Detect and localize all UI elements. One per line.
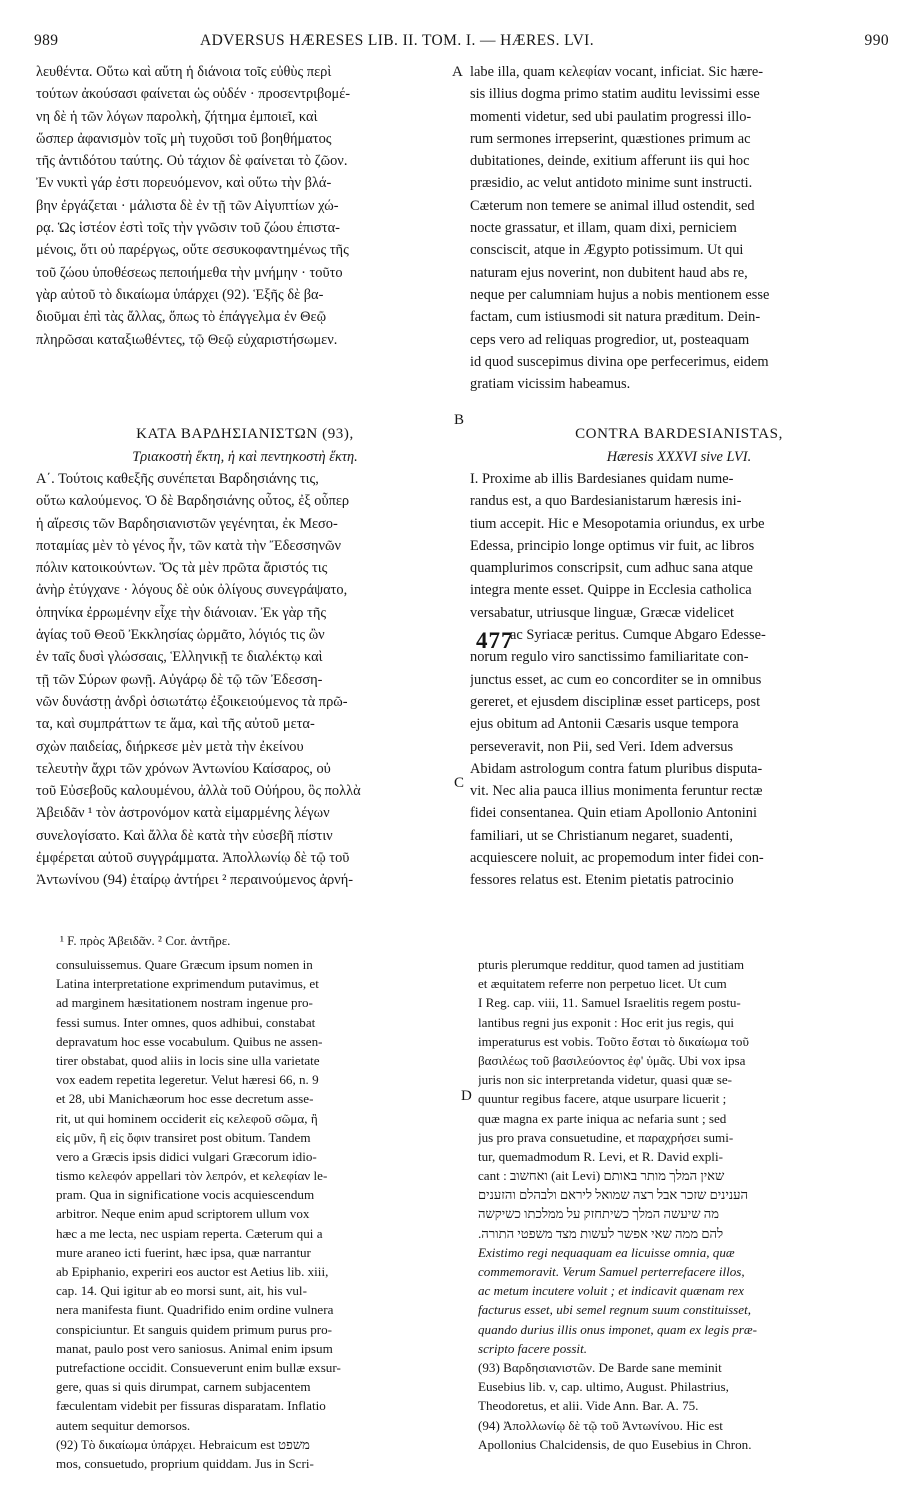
notes-left-column <box>56 955 456 1473</box>
text-line: rum sermones irrepserint, quæstiones primum ac <box>470 130 751 147</box>
margin-marker-a: A <box>452 64 463 80</box>
text-line: ὁπηνίκα ἐρρωμένην εἶχε τὴν διάνοιαν. Ἐκ γὰρ τῆς <box>36 604 327 621</box>
text-line: λευθέντα. Οὕτω καὶ αὕτη ἡ διάνοια τοῖς εὐθὺς περὶ <box>36 64 332 80</box>
text-line: γὰρ αὐτοῦ τὸ δικαίωμα ὑπάρχει (92). Ἑξῆς δὲ βα- <box>36 286 324 303</box>
text-line: naturam ejus noverint, non dubitent haud abs re, <box>470 264 748 281</box>
text-line: labe illa, quam κελεφίαν vocant, inficiat. Sic hære- <box>470 64 764 80</box>
note-line: putrefactione occidit. Consueverunt enim bullæ exsur- <box>56 1359 341 1375</box>
hebrew-line: להם ממה שאי אפשר לעשות מצד משפטי התורה. <box>478 1225 724 1241</box>
note-line: juris non sic interpretanda videtur, quasi quæ se- <box>478 1072 733 1088</box>
text-line: perseveravit, non Pii, sed Veri. Idem adversus <box>470 738 734 755</box>
note-line: Existimo regi nequaquam ea licuisse omnia, quæ <box>478 1244 735 1260</box>
text-line: συνελογίσατο. Καὶ ἄλλα δὲ κατὰ τὴν εὐσεβῆ πίστιν <box>36 827 333 844</box>
note-line: depravatum hoc esse vocabulum. Quibus ne assen- <box>56 1033 323 1049</box>
text-line: acquiescere noluit, ac propemodum inter fidei con- <box>470 850 764 867</box>
text-line: dubitationes, deinde, exitium afferunt iis qui hoc <box>470 153 750 170</box>
note-line: autem sequitur demorsos. <box>56 1417 191 1433</box>
note-line: conspiciuntur. Et sanguis quidem primum purus pro- <box>56 1321 333 1337</box>
text-line: sis illius dogma primo statim auditu levissimi esse <box>470 86 760 103</box>
text-line: τα, καὶ συμπράττων τε ἅμα, καὶ τῆς αὐτοῦ μετα- <box>36 716 315 733</box>
note-line: εἰς μῦν, ἢ εἰς ὄφιν transiret post obitum. Tandem <box>56 1129 311 1145</box>
note-line: arbitror. Neque enim apud scriptorem ullum vox <box>56 1206 310 1222</box>
text-line: Α΄. Τούτοις καθεξῆς συνέπεται Βαρδησιάνης τις, <box>36 471 319 487</box>
text-line: versabatur, utriusque linguæ, Græcæ videlicet <box>470 604 734 621</box>
note-line: ac metum incutere voluit ; et indicavit quænam rex <box>478 1283 744 1299</box>
latin-top-passage <box>470 61 888 395</box>
text-line: momenti videtur, sed ubi paulatim progressi illo- <box>470 108 752 125</box>
text-line: ac Syriacæ peritus. Cumque Abgaro Edesse- <box>510 627 766 644</box>
text-line: ἡ αἵρεσις τῶν Βαρδησιανιστῶν γεγένηται, ἐκ Μεσο- <box>36 515 338 532</box>
note-line: mure araneo icti fuerint, hæc ipsa, quæ narrantur <box>56 1244 311 1260</box>
note-line: facturus esset, ubi semel regnum suum constituisset, <box>478 1302 752 1318</box>
text-line: norum regulo viro sanctissimo familiaritate con- <box>470 649 749 666</box>
text-line: quamplurimos conscripsit, cum adhuc sana atque <box>470 560 753 577</box>
note-line: (93) Βαρδησιανιστῶν. De Barde sane meminit <box>478 1359 722 1375</box>
text-line: Cæterum non temere se animal illud ostendit, sed <box>470 197 755 214</box>
text-line: νη δὲ ἡ τῶν λόγων παρολκὴ, ζήτημα ἐμποιεῖ, καὶ <box>36 108 318 125</box>
note-line: ad marginem hæsitationem nostram ingenue pro- <box>56 995 313 1011</box>
note-line: lantibus regni jus exponit : Hoc erit jus regis, qui <box>478 1014 735 1030</box>
text-line: vit. Nec alia pauca illius monimenta feruntur rectæ <box>470 783 763 800</box>
note-line: vero a Græcis ipsis didici vulgari Græcorum idio- <box>56 1148 317 1164</box>
text-line: id quod suscepimus divina ope perfecerimus, eidem <box>470 353 769 370</box>
note-line: tismo κελεφόν appellari τὸν λεπρόν, et κελεφίαν le- <box>56 1168 328 1184</box>
text-line: nocte grassatur, et illam, quam dixi, perniciem <box>470 220 737 237</box>
text-line: randus est, a quo Bardesianistarum hæresis ini- <box>470 493 742 510</box>
note-line: fæculentam videbit per fissuras disparatam. Inflatio <box>56 1398 326 1414</box>
note-line: Theodoretus, et alii. Vide Ann. Bar. A. 75. <box>478 1398 699 1414</box>
latin-section-subtitle: Hæresis XXXVI sive LVI. <box>606 449 752 465</box>
latin-section-title: CONTRA BARDESIANISTAS, <box>575 426 783 442</box>
text-line: Ἐν νυκτὶ γάρ ἐστι πορευόμενον, καὶ οὕτω τὴν βλά- <box>36 175 332 192</box>
note-line: pram. Qua in significatione vocis acquiescendum <box>56 1187 315 1203</box>
text-line: Abidam astrologum contra fatum pluribus disputa- <box>470 760 763 777</box>
note-line: nera manifesta fiunt. Quadrifido enim ordine vulnera <box>56 1302 334 1318</box>
text-line: gratiam vicissim habeamus. <box>470 376 631 393</box>
note-line: quuntur regibus facere, atque usurpare licuerit ; <box>478 1091 727 1107</box>
notes-right-column <box>478 955 888 1454</box>
note-line: βασιλέως τοῦ βασιλεύοντος ἐφ' ὑμᾶς. Ubi vox ipsa <box>478 1052 746 1068</box>
note-line: Apollonius Chalcidensis, de quo Eusebius in Chron. <box>478 1436 752 1452</box>
text-line: σχὼν παιδείας, διήρκεσε μὲν μετὰ τὴν ἐκείνου <box>36 738 304 755</box>
note-line: hæc a me lecta, nec uspiam reperta. Cæterum qui a <box>56 1225 323 1241</box>
text-line: ρᾳ. Ὡς ἰστέον ἐστὶ τοῖς τὴν γνῶσιν τοῦ ζώου ἐπιστα- <box>36 220 340 237</box>
note-line: (94) Ἀπολλωνίῳ δὲ τῷ τοῦ Ἀντωνίνου. Hic est <box>478 1417 723 1433</box>
text-line: τῇ τῶν Σύρων φωνῇ. Αὐγάρῳ δὲ τῷ τῶν Ἐδεσση- <box>36 671 323 688</box>
text-line: ὥσπερ ἀφανισμὸν τοῖς μὴ τυχοῦσι τοῦ βοηθήματος <box>36 130 332 147</box>
running-header <box>0 32 923 56</box>
note-line: tur, quemadmodum R. Levi, et R. David expli- <box>478 1148 723 1164</box>
note-line: scripto facere possit. <box>478 1340 587 1356</box>
note-line: quæ magna ex parte iniqua ac nefaria sunt ; sed <box>478 1110 727 1126</box>
margin-marker-b: B <box>454 412 465 428</box>
text-line: τοῦ Εὐσεβοῦς καλουμένου, ἀλλὰ τοῦ Οὐήρου, ὃς πολλὰ <box>36 783 361 800</box>
text-line: διοῦμαι ἐπὶ τὰς ἄλλας, ὅπως τὸ ἐπάγγελμα ἐν Θεῷ <box>36 309 327 326</box>
text-line: tium accepit. Hic e Mesopotamia oriundus, ex urbe <box>470 515 765 532</box>
greek-footnote: ¹ F. πρὸς Ἀβειδᾶν. ² Cor. ἀντῆρε. <box>60 933 231 948</box>
text-line: τούτων ἀκούσασι φαίνεται ὡς οὐδέν · προσεντριβομέ- <box>36 86 351 103</box>
text-line: οὕτω καλούμενος. Ὁ δὲ Βαρδησιάνης οὗτος, ἐξ οὗπερ <box>36 493 350 510</box>
note-line: quando durius illis onus imponet, quam ex legis præ- <box>478 1321 757 1337</box>
hebrew-line: מה שיעשה המלך כשיתחזק על ממלכתו כשיקשה <box>478 1206 720 1222</box>
note-line: jus pro prava consuetudine, et παραχρήσει sumi- <box>478 1129 734 1145</box>
text-line: integra mente esset. Quippe in Ecclesia catholica <box>470 582 752 599</box>
note-line: imperaturus est vobis. Τοῦτο ἔσται τὸ δικαίωμα τοῦ <box>478 1033 749 1049</box>
text-line: factam, cum istiusmodi sit natura præditum. Dein- <box>470 309 761 326</box>
text-line: τοῦ ζώου ὑποθέσεως πεποιήμεθα τὴν μνήμην · τοῦτο <box>36 264 343 281</box>
text-line: Edessa, principio longe optimus vir fuit, ac libros <box>470 537 755 554</box>
text-line: τῆς ἀντιδότου ταύτης. Οὐ τάχιον δὲ φαίνεται τὸ ζῶον. <box>36 153 348 170</box>
text-line: νῶν δυνάστῃ ἀνδρὶ ὁσιωτάτῳ ἐξοικειούμενος τὰ πρῶ- <box>36 693 348 710</box>
note-line: consuluissemus. Quare Græcum ipsum nomen in <box>56 957 313 972</box>
text-line: fidei consentanea. Quin etiam Apollonio Antonini <box>470 805 757 822</box>
note-line: cap. 14. Qui igitur ab eo morsi sunt, ait, his vul- <box>56 1283 307 1299</box>
note-line: rit, ut qui hominem occiderit εἰς κελεφοῦ σῶμα, ἢ <box>56 1110 318 1126</box>
page-number-right: 990 <box>864 32 889 49</box>
text-line: μένοις, ὅτι οὐ παρέργως, οὔτε σεσυκοφαντημένως τῆς <box>36 242 349 259</box>
note-line: Latina interpretatione exprimendum putavimus, et <box>56 976 319 992</box>
note-line: fessi sumus. Inter omnes, quos adhibui, constabat <box>56 1014 316 1030</box>
greek-section-subtitle: Τριακοστὴ ἕκτη, ἡ καὶ πεντηκοστὴ ἕκτη. <box>132 449 358 465</box>
text-line: ἀνὴρ ἐτύγχανε · λόγους δὲ οὐκ ὀλίγους συνεγράψατο, <box>36 582 348 599</box>
text-line: πόλιν κατοικούντων. Ὅς τὰ μὲν πρῶτα ἄριστός τις <box>36 560 328 577</box>
page-number-left: 989 <box>34 32 59 49</box>
text-line: ποταμίας μὲν τὸ γένος ἦν, τῶν κατὰ τὴν Ἔδεσσηνῶν <box>36 537 341 554</box>
text-line: πληρῶσαι καταξιωθέντες, τῷ Θεῷ εὐχαριστήσωμεν. <box>36 331 338 348</box>
text-line: junctus esset, ac cum eo concorditer se in omnibus <box>470 671 762 688</box>
text-line: fessores relatus est. Etenim pietatis patrocinio <box>470 872 734 889</box>
note-line: tirer obstabat, quod aliis in locis sine ulla varietate <box>56 1052 320 1068</box>
text-line: ἐμφέρεται αὐτοῦ συγγράμματα. Ἀπολλωνίῳ δὲ τῷ τοῦ <box>36 850 350 867</box>
margin-marker-c: C <box>454 775 465 791</box>
note-line: et æquitatem referre non perpetuo licet. Ut cum <box>478 976 727 992</box>
note-line: pturis plerumque redditur, quod tamen ad justitiam <box>478 957 745 972</box>
inner-page-number: 477 <box>476 628 514 653</box>
note-line: Eusebius lib. v, cap. ultimo, August. Philastrius, <box>478 1379 729 1395</box>
text-line: præsidio, ac velut antidoto minime sunt instructi. <box>470 175 753 192</box>
text-line: ἁγίας τοῦ Θεοῦ Ἐκκλησίας ὡρμᾶτο, λόγιός τις ὢν <box>36 627 325 644</box>
note-line: ab Epiphanio, experiri eos auctor est Aetius lib. xiii, <box>56 1264 329 1279</box>
note-line: manat, paulo post vero saniosus. Animal enim ipsum <box>56 1340 333 1356</box>
greek-section <box>36 423 454 892</box>
note-line: mos, consuetudo, proprium quiddam. Jus in Scri- <box>56 1455 314 1471</box>
text-line: βην ἐργάζεται · μάλιστα δὲ ἐν τῇ τῶν Αἰγυπτίων χώ- <box>36 197 339 214</box>
note-line: cant : ואחשוב (ait Levi) שאין המלך מותר באותם <box>478 1168 725 1184</box>
greek-top-passage <box>36 61 454 351</box>
text-line: ejus obitum ad Antonii Cæsaris usque tempora <box>470 716 739 733</box>
text-line: familiari, ut se Christianum negaret, suadenti, <box>470 827 733 844</box>
note-line: et 28, ubi Manichæorum hoc esse decretum asse- <box>56 1091 314 1107</box>
note-line: vox eadem repetita legeretur. Velut hæresi 66, n. 9 <box>56 1072 319 1088</box>
note-line: gere, quas si quis dirumpat, carnem subjacentem <box>56 1379 311 1395</box>
hebrew-line: הענינים שזכר אבל רצה שמואל ליראם ולבהלם והזענים <box>478 1187 749 1203</box>
text-line: gereret, et ejusdem disciplinæ esset particeps, post <box>470 693 761 710</box>
note-line: (92) Τὸ δικαίωμα ὑπάρχει. Hebraicum est משפט <box>56 1436 310 1452</box>
margin-marker-d: D <box>461 1088 472 1104</box>
note-line: commemoravit. Verum Samuel perterrefacere illos, <box>478 1264 745 1279</box>
text-line: ἐν ταῖς δυσὶ γλώσσαις, Ἑλληνικῇ τε διαλέκτῳ καὶ <box>36 649 323 666</box>
text-line: τελευτὴν ἄχρι τῶν χρόνων Ἀντωνίου Καίσαρος, οὐ <box>36 760 331 777</box>
running-title: ADVERSUS HÆRESES LIB. II. TOM. I. — HÆRES. LVI. <box>200 32 595 49</box>
greek-section-title: ΚΑΤΑ ΒΑΡΔΗΣΙΑΝΙΣΤΩΝ (93), <box>136 426 354 442</box>
latin-section <box>470 423 888 892</box>
text-line: ceps vero ad reliquas progredior, ut, posteaquam <box>470 331 750 348</box>
note-line: I Reg. cap. viii, 11. Samuel Israelitis regem postu- <box>478 995 741 1011</box>
text-line: Ἀβειδᾶν ¹ τὸν ἀστρονόμον κατὰ εἱμαρμένης λέγων <box>36 805 330 822</box>
text-line: consciscit, atque in Ægypto potissimum. Ut qui <box>470 242 744 259</box>
text-line: I. Proxime ab illis Bardesianes quidam nume- <box>470 471 734 487</box>
text-line: Ἀντωνίνου (94) ἑταίρῳ ἀντήρει ² περαινούμενος ἀρνή- <box>36 872 354 889</box>
text-line: neque per calumniam hujus a nobis mentionem esse <box>470 286 770 303</box>
